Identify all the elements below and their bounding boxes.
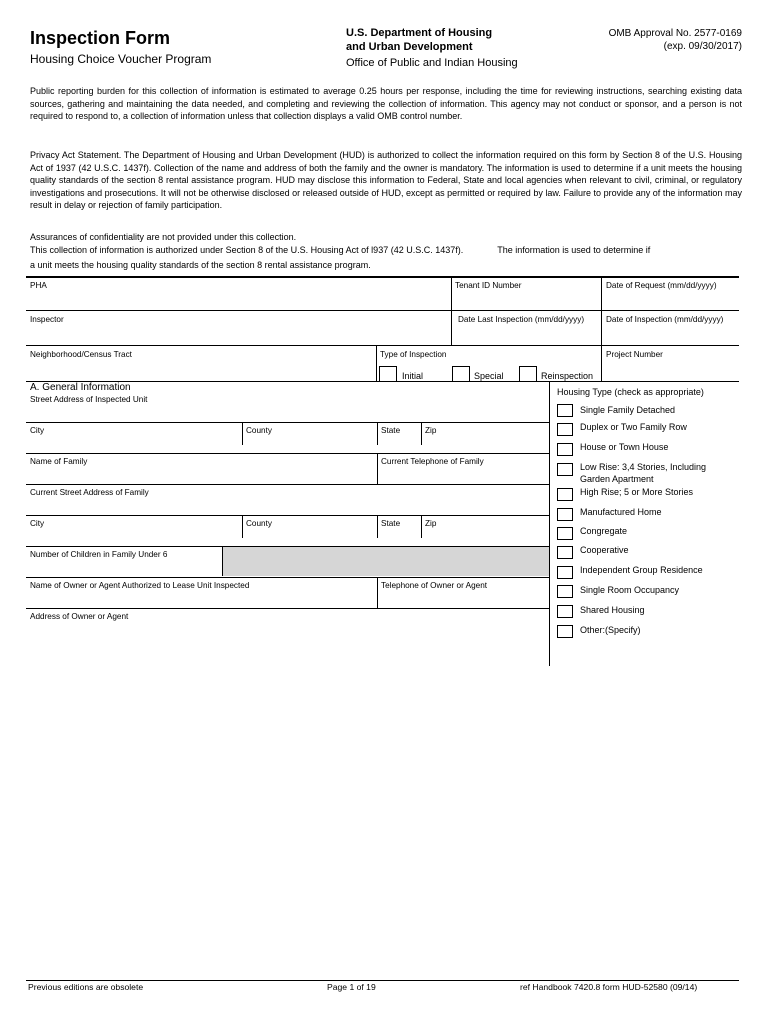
neighborhood-label: Neighborhood/Census Tract bbox=[30, 350, 132, 359]
purpose-text-a: The information is used to determine if bbox=[497, 245, 651, 255]
housing-type-label: Single Room Occupancy bbox=[580, 585, 680, 595]
section-a-heading: A. General Information bbox=[30, 382, 131, 393]
office-name: Office of Public and Indian Housing bbox=[346, 57, 518, 69]
row-divider bbox=[26, 515, 549, 516]
type-of-inspection-label: Type of Inspection bbox=[380, 350, 447, 359]
footer-form-number: ref Handbook 7420.8 form HUD-52580 (09/14) bbox=[520, 982, 698, 992]
row-divider bbox=[26, 577, 549, 578]
housing-column-divider bbox=[549, 381, 550, 666]
col-divider bbox=[601, 277, 602, 381]
confidentiality-statement: Assurances of confidentiality are not provided under this collection. bbox=[30, 232, 297, 242]
omb-expiration: (exp. 09/30/2017) bbox=[663, 41, 742, 52]
col-divider bbox=[377, 516, 378, 538]
footer-page-number: Page 1 of 19 bbox=[327, 982, 376, 992]
housing-type-label-line2: Garden Apartment bbox=[580, 474, 654, 484]
state-label: State bbox=[381, 426, 401, 435]
housing-type-label: Congregate bbox=[580, 526, 628, 536]
col-divider bbox=[376, 345, 377, 381]
initial-checkbox[interactable] bbox=[379, 366, 397, 382]
col-divider bbox=[377, 578, 378, 608]
duplex-checkbox[interactable] bbox=[557, 423, 573, 436]
city-label: City bbox=[30, 426, 45, 435]
agency-name-line1: U.S. Department of Housing bbox=[346, 27, 493, 39]
low-rise-checkbox[interactable] bbox=[557, 463, 573, 476]
high-rise-checkbox[interactable] bbox=[557, 488, 573, 501]
children-under-6-shaded-field[interactable] bbox=[222, 547, 549, 576]
row-divider bbox=[26, 345, 739, 346]
inspector-label: Inspector bbox=[30, 315, 64, 324]
street-address-label: Street Address of Inspected Unit bbox=[30, 395, 148, 404]
footer-obsolete-note: Previous editions are obsolete bbox=[28, 982, 144, 992]
other-checkbox[interactable] bbox=[557, 625, 573, 638]
manufactured-home-checkbox[interactable] bbox=[557, 508, 573, 521]
housing-type-label: Shared Housing bbox=[580, 605, 645, 615]
authority-text: This collection of information is authorized under Section 8 of the U.S. Housing Act of l937 (42 U.S.C. 1437f). bbox=[30, 245, 464, 255]
housing-type-label: Other:(Specify) bbox=[580, 625, 641, 635]
independent-group-residence-checkbox[interactable] bbox=[557, 566, 573, 579]
col-divider bbox=[421, 516, 422, 538]
col-divider bbox=[421, 423, 422, 445]
row-divider bbox=[26, 422, 549, 423]
authority-statement bbox=[30, 244, 742, 257]
reinspection-label: Reinspection bbox=[541, 371, 594, 381]
col-divider bbox=[242, 423, 243, 445]
special-label: Special bbox=[474, 371, 504, 381]
col-divider bbox=[377, 454, 378, 484]
date-last-inspection-label: Date Last Inspection (mm/dd/yyyy) bbox=[458, 315, 585, 324]
town-house-checkbox[interactable] bbox=[557, 443, 573, 456]
form-title: Inspection Form bbox=[30, 28, 171, 48]
tenant-id-label: Tenant ID Number bbox=[455, 281, 522, 290]
project-number-label: Project Number bbox=[606, 350, 663, 359]
date-of-request-label: Date of Request (mm/dd/yyyy) bbox=[606, 281, 717, 290]
col-divider bbox=[451, 277, 452, 345]
congregate-checkbox[interactable] bbox=[557, 527, 573, 540]
pha-label: PHA bbox=[30, 281, 47, 290]
single-family-detached-checkbox[interactable] bbox=[557, 404, 573, 417]
family-address-label: Current Street Address of Family bbox=[30, 488, 149, 497]
col-divider bbox=[377, 423, 378, 445]
date-of-inspection-label: Date of Inspection (mm/dd/yyyy) bbox=[606, 315, 724, 324]
housing-type-label: Duplex or Two Family Row bbox=[580, 422, 687, 432]
shared-housing-checkbox[interactable] bbox=[557, 605, 573, 618]
name-of-family-label: Name of Family bbox=[30, 457, 88, 466]
privacy-act-statement: Privacy Act Statement. The Department of Housing and Urban Development (HUD) is authorized to collect the information required on this form by Section 8 of the U.S. Housing Act of 1937 (42 U.S.C. 1437f). Collection of the name and address of both the family and the owner is mandatory. The information is used to determine if a unit meets the housing quality standards of the section 8 rental assistance program. HUD may disclose this information to Federal, State and local agencies when relevant to civil, criminal, or regulatory investigations and prosecutions. It will not be otherwise disclosed or released outside of HUD, except as permitted or required by law. Failure to provide any of the information may result in delay or rejection of family participation. bbox=[30, 150, 742, 210]
housing-type-label: Low Rise: 3,4 Stories, Including bbox=[580, 462, 707, 472]
footer-rule bbox=[26, 980, 739, 981]
single-room-occupancy-checkbox[interactable] bbox=[557, 585, 573, 598]
county-label: County bbox=[246, 519, 272, 528]
housing-type-label: Manufactured Home bbox=[580, 507, 662, 517]
row-divider bbox=[26, 484, 549, 485]
row-divider bbox=[26, 310, 739, 311]
col-divider bbox=[242, 516, 243, 538]
purpose-statement: a unit meets the housing quality standards of the section 8 rental assistance program. bbox=[30, 260, 371, 270]
children-under-6-label: Number of Children in Family Under 6 bbox=[30, 550, 168, 559]
initial-label: Initial bbox=[402, 371, 424, 381]
row-divider bbox=[26, 453, 549, 454]
owner-address-label: Address of Owner or Agent bbox=[30, 612, 129, 621]
city-label: City bbox=[30, 519, 45, 528]
housing-type-label: Cooperative bbox=[580, 545, 629, 555]
family-phone-label: Current Telephone of Family bbox=[381, 457, 484, 466]
special-checkbox[interactable] bbox=[452, 366, 470, 382]
housing-type-title: Housing Type (check as appropriate) bbox=[557, 387, 704, 397]
housing-type-label: Single Family Detached bbox=[580, 405, 676, 415]
housing-type-label: High Rise; 5 or More Stories bbox=[580, 487, 694, 497]
burden-statement: Public reporting burden for this collection of information is estimated to average 0.25 hours per response, including the time for reviewing instructions, searching existing data sources, gathering and maintaining the data needed, and completing and reviewing the collection of information. This agency may not conduct or sponsor, and a person is not required to respond to, a collection of information unless that collection displays a valid OMB control number. bbox=[30, 86, 742, 121]
row-divider bbox=[26, 608, 549, 609]
zip-label: Zip bbox=[425, 426, 437, 435]
housing-type-label: House or Town House bbox=[580, 442, 669, 452]
omb-approval-number: OMB Approval No. 2577-0169 bbox=[608, 28, 742, 39]
col-divider bbox=[222, 547, 223, 576]
agency-name-line2: and Urban Development bbox=[346, 41, 473, 53]
cooperative-checkbox[interactable] bbox=[557, 546, 573, 559]
zip-label: Zip bbox=[425, 519, 437, 528]
owner-name-label: Name of Owner or Agent Authorized to Lease Unit Inspected bbox=[30, 581, 250, 590]
housing-type-label: Independent Group Residence bbox=[580, 565, 703, 575]
reinspection-checkbox[interactable] bbox=[519, 366, 537, 382]
county-label: County bbox=[246, 426, 272, 435]
state-label: State bbox=[381, 519, 401, 528]
owner-phone-label: Telephone of Owner or Agent bbox=[381, 581, 488, 590]
form-top-rule bbox=[26, 276, 739, 278]
form-subtitle: Housing Choice Voucher Program bbox=[30, 52, 212, 66]
